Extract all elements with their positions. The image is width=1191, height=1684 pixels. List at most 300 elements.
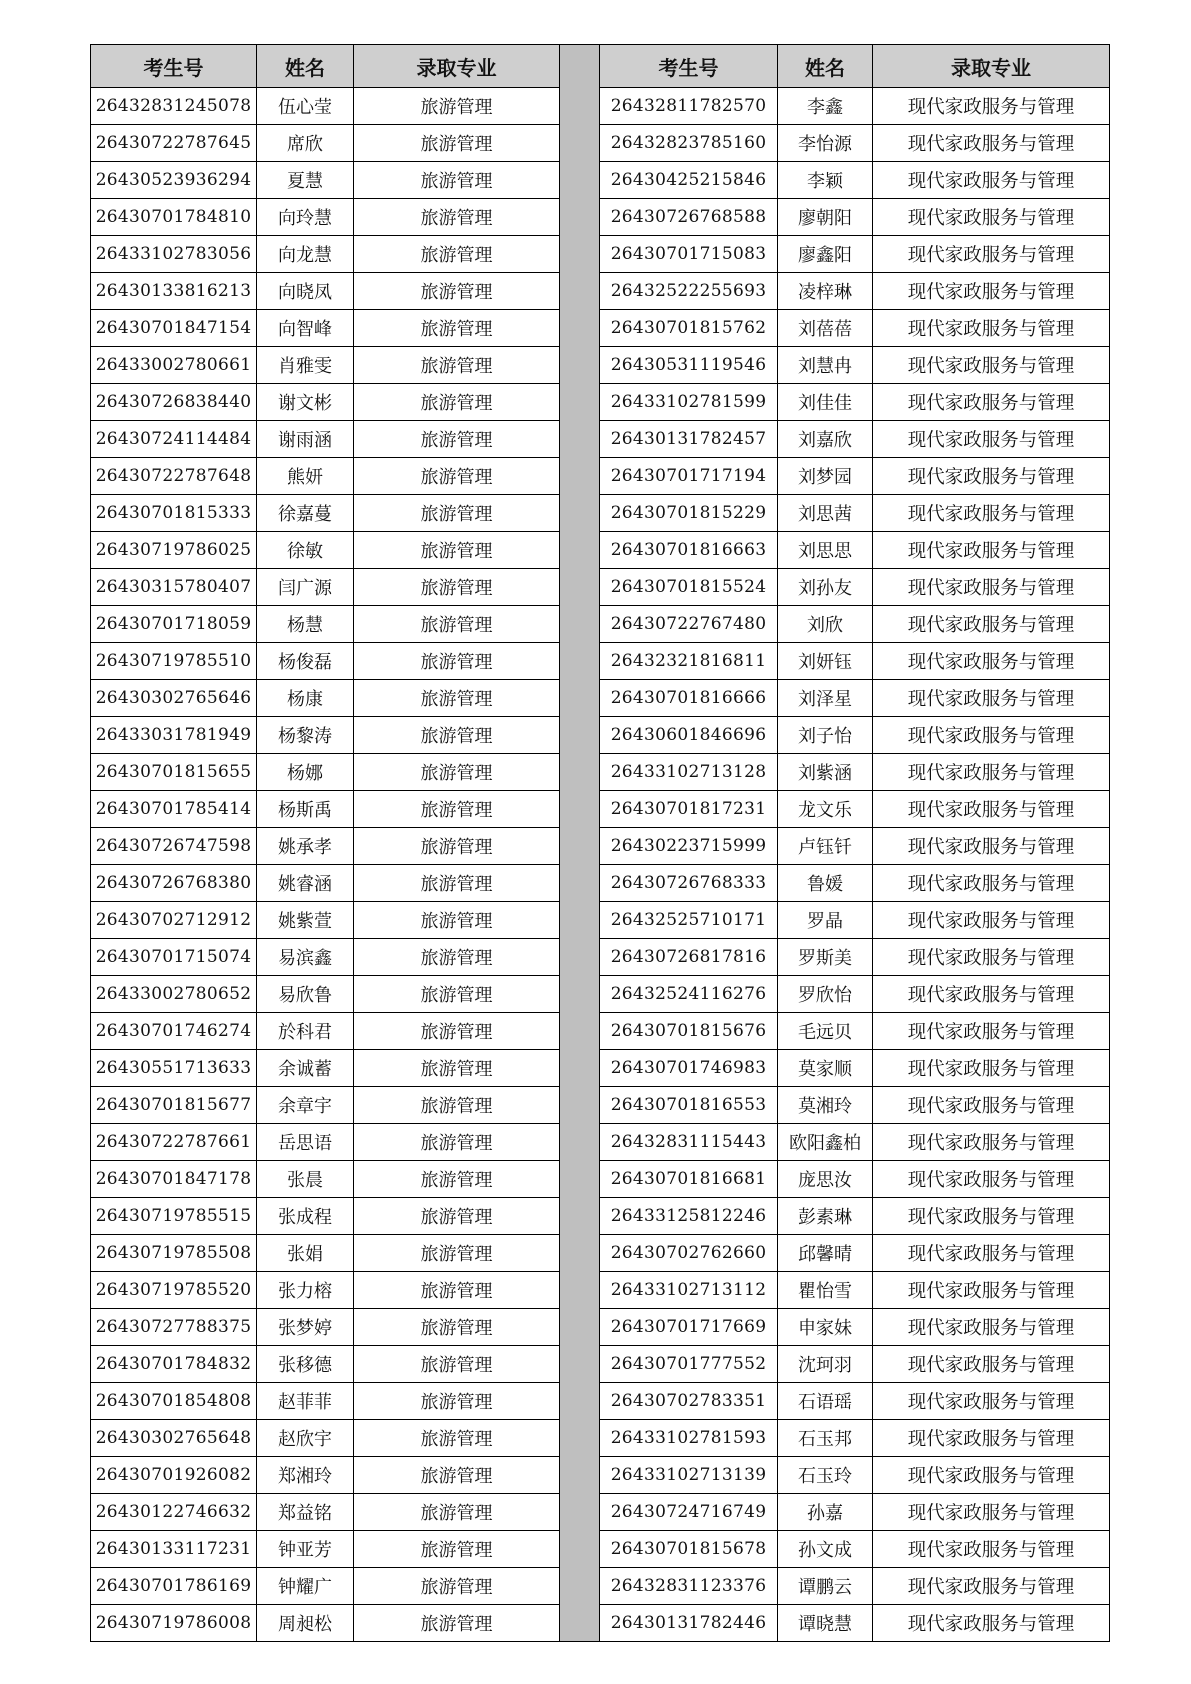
exam-no-cell: 26430302765648 <box>91 1420 257 1457</box>
admission-list <box>90 44 1110 1642</box>
name-cell: 向玲慧 <box>257 199 354 236</box>
major-cell: 旅游管理 <box>354 643 560 680</box>
major-cell: 现代家政服务与管理 <box>873 643 1110 680</box>
exam-no-cell: 26430701817231 <box>600 791 778 828</box>
major-cell: 旅游管理 <box>354 754 560 791</box>
name-cell: 张力榕 <box>257 1272 354 1309</box>
exam-no-cell: 26432831245078 <box>91 88 257 125</box>
name-cell: 邱馨晴 <box>778 1235 873 1272</box>
table-row <box>600 1161 1110 1198</box>
major-cell: 旅游管理 <box>354 1161 560 1198</box>
exam-no-cell: 26430302765646 <box>91 680 257 717</box>
major-cell: 现代家政服务与管理 <box>873 199 1110 236</box>
table-row <box>600 680 1110 717</box>
exam-no-cell: 26430719785508 <box>91 1235 257 1272</box>
exam-no-cell: 26430701816681 <box>600 1161 778 1198</box>
table-row <box>91 458 560 495</box>
major-cell: 现代家政服务与管理 <box>873 717 1110 754</box>
exam-no-cell: 26430133816213 <box>91 273 257 310</box>
name-cell: 易滨鑫 <box>257 939 354 976</box>
name-cell: 刘紫涵 <box>778 754 873 791</box>
major-cell: 现代家政服务与管理 <box>873 902 1110 939</box>
exam-no-cell: 26430223715999 <box>600 828 778 865</box>
major-cell: 旅游管理 <box>354 1050 560 1087</box>
major-cell: 旅游管理 <box>354 1531 560 1568</box>
major-cell: 现代家政服务与管理 <box>873 1050 1110 1087</box>
table-row <box>600 1420 1110 1457</box>
major-cell: 现代家政服务与管理 <box>873 828 1110 865</box>
header-exam-no: 考生号 <box>91 45 257 88</box>
major-cell: 现代家政服务与管理 <box>873 1013 1110 1050</box>
major-cell: 旅游管理 <box>354 1383 560 1420</box>
major-cell: 现代家政服务与管理 <box>873 1457 1110 1494</box>
table-row <box>91 569 560 606</box>
table-row <box>91 1568 560 1605</box>
name-cell: 郑益铭 <box>257 1494 354 1531</box>
exam-no-cell: 26430131782457 <box>600 421 778 458</box>
right-table-body <box>600 88 1110 1642</box>
table-row <box>91 680 560 717</box>
exam-no-cell: 26432321816811 <box>600 643 778 680</box>
exam-no-cell: 26430724114484 <box>91 421 257 458</box>
exam-no-cell: 26430726747598 <box>91 828 257 865</box>
header-major: 录取专业 <box>354 45 560 88</box>
major-cell: 旅游管理 <box>354 458 560 495</box>
table-row <box>600 1568 1110 1605</box>
major-cell: 旅游管理 <box>354 976 560 1013</box>
major-cell: 现代家政服务与管理 <box>873 1346 1110 1383</box>
name-cell: 杨斯禹 <box>257 791 354 828</box>
table-row <box>91 310 560 347</box>
major-cell: 现代家政服务与管理 <box>873 569 1110 606</box>
name-cell: 闫广源 <box>257 569 354 606</box>
exam-no-cell: 26430131782446 <box>600 1605 778 1642</box>
table-row <box>600 384 1110 421</box>
major-cell: 现代家政服务与管理 <box>873 273 1110 310</box>
major-cell: 旅游管理 <box>354 310 560 347</box>
table-row <box>600 88 1110 125</box>
exam-no-cell: 26430701785414 <box>91 791 257 828</box>
exam-no-cell: 26430726817816 <box>600 939 778 976</box>
major-cell: 旅游管理 <box>354 495 560 532</box>
exam-no-cell: 26430701815229 <box>600 495 778 532</box>
name-cell: 姚紫萱 <box>257 902 354 939</box>
major-cell: 现代家政服务与管理 <box>873 1272 1110 1309</box>
table-row <box>600 828 1110 865</box>
table-row <box>600 1087 1110 1124</box>
exam-no-cell: 26433102781593 <box>600 1420 778 1457</box>
exam-no-cell: 26430719786025 <box>91 532 257 569</box>
major-cell: 现代家政服务与管理 <box>873 458 1110 495</box>
name-cell: 钟亚芳 <box>257 1531 354 1568</box>
name-cell: 杨黎涛 <box>257 717 354 754</box>
exam-no-cell: 26430722787648 <box>91 458 257 495</box>
table-row <box>600 1124 1110 1161</box>
exam-no-cell: 26430701847154 <box>91 310 257 347</box>
exam-no-cell: 26430701784832 <box>91 1346 257 1383</box>
table-row <box>91 384 560 421</box>
header-row <box>600 45 1110 88</box>
major-cell: 现代家政服务与管理 <box>873 532 1110 569</box>
exam-no-cell: 26430702762660 <box>600 1235 778 1272</box>
name-cell: 赵菲菲 <box>257 1383 354 1420</box>
exam-no-cell: 26433102713112 <box>600 1272 778 1309</box>
major-cell: 旅游管理 <box>354 1013 560 1050</box>
major-cell: 旅游管理 <box>354 939 560 976</box>
name-cell: 姚承孝 <box>257 828 354 865</box>
exam-no-cell: 26430722767480 <box>600 606 778 643</box>
table-row <box>91 976 560 1013</box>
exam-no-cell: 26430133117231 <box>91 1531 257 1568</box>
table-row <box>91 199 560 236</box>
header-name: 姓名 <box>778 45 873 88</box>
name-cell: 刘嘉欣 <box>778 421 873 458</box>
table-row <box>600 939 1110 976</box>
major-cell: 旅游管理 <box>354 1272 560 1309</box>
major-cell: 旅游管理 <box>354 1494 560 1531</box>
name-cell: 石玉邦 <box>778 1420 873 1457</box>
exam-no-cell: 26433002780652 <box>91 976 257 1013</box>
name-cell: 於科君 <box>257 1013 354 1050</box>
major-cell: 现代家政服务与管理 <box>873 680 1110 717</box>
name-cell: 刘蓓蓓 <box>778 310 873 347</box>
table-row <box>91 791 560 828</box>
major-cell: 现代家政服务与管理 <box>873 976 1110 1013</box>
exam-no-cell: 26430122746632 <box>91 1494 257 1531</box>
table-row <box>91 1309 560 1346</box>
name-cell: 瞿怡雪 <box>778 1272 873 1309</box>
major-cell: 旅游管理 <box>354 1457 560 1494</box>
name-cell: 沈珂羽 <box>778 1346 873 1383</box>
table-row <box>600 495 1110 532</box>
table-row <box>600 1346 1110 1383</box>
exam-no-cell: 26430551713633 <box>91 1050 257 1087</box>
exam-no-cell: 26433125812246 <box>600 1198 778 1235</box>
exam-no-cell: 26432831115443 <box>600 1124 778 1161</box>
table-row <box>91 865 560 902</box>
name-cell: 易欣鲁 <box>257 976 354 1013</box>
name-cell: 张移德 <box>257 1346 354 1383</box>
exam-no-cell: 26430701718059 <box>91 606 257 643</box>
major-cell: 现代家政服务与管理 <box>873 1161 1110 1198</box>
exam-no-cell: 26430727788375 <box>91 1309 257 1346</box>
table-row <box>600 1013 1110 1050</box>
table-row <box>91 125 560 162</box>
exam-no-cell: 26430722787645 <box>91 125 257 162</box>
table-row <box>600 1309 1110 1346</box>
major-cell: 旅游管理 <box>354 162 560 199</box>
major-cell: 现代家政服务与管理 <box>873 421 1110 458</box>
exam-no-cell: 26430719786008 <box>91 1605 257 1642</box>
major-cell: 旅游管理 <box>354 1605 560 1642</box>
major-cell: 旅游管理 <box>354 1309 560 1346</box>
table-row <box>600 458 1110 495</box>
table-row <box>91 606 560 643</box>
table-row <box>600 273 1110 310</box>
name-cell: 卢钰钎 <box>778 828 873 865</box>
major-cell: 旅游管理 <box>354 273 560 310</box>
name-cell: 郑湘玲 <box>257 1457 354 1494</box>
table-row <box>91 421 560 458</box>
name-cell: 赵欣宇 <box>257 1420 354 1457</box>
name-cell: 鲁媛 <box>778 865 873 902</box>
exam-no-cell: 26432831123376 <box>600 1568 778 1605</box>
exam-no-cell: 26430722787661 <box>91 1124 257 1161</box>
table-row <box>600 606 1110 643</box>
table-row <box>91 532 560 569</box>
exam-no-cell: 26430702783351 <box>600 1383 778 1420</box>
name-cell: 姚睿涵 <box>257 865 354 902</box>
exam-no-cell: 26430701816663 <box>600 532 778 569</box>
major-cell: 现代家政服务与管理 <box>873 754 1110 791</box>
major-cell: 现代家政服务与管理 <box>873 1531 1110 1568</box>
table-row <box>600 347 1110 384</box>
name-cell: 龙文乐 <box>778 791 873 828</box>
major-cell: 旅游管理 <box>354 1087 560 1124</box>
exam-no-cell: 26430701815655 <box>91 754 257 791</box>
table-row <box>91 754 560 791</box>
major-cell: 旅游管理 <box>354 1124 560 1161</box>
major-cell: 旅游管理 <box>354 88 560 125</box>
name-cell: 谢文彬 <box>257 384 354 421</box>
table-row <box>91 643 560 680</box>
table-row <box>600 1531 1110 1568</box>
table-row <box>91 88 560 125</box>
major-cell: 旅游管理 <box>354 606 560 643</box>
major-cell: 旅游管理 <box>354 1568 560 1605</box>
name-cell: 夏慧 <box>257 162 354 199</box>
major-cell: 旅游管理 <box>354 125 560 162</box>
table-row <box>600 976 1110 1013</box>
major-cell: 旅游管理 <box>354 791 560 828</box>
table-row <box>600 754 1110 791</box>
exam-no-cell: 26433102713128 <box>600 754 778 791</box>
major-cell: 旅游管理 <box>354 384 560 421</box>
major-cell: 旅游管理 <box>354 865 560 902</box>
header-exam-no: 考生号 <box>600 45 778 88</box>
table-row <box>600 1494 1110 1531</box>
major-cell: 现代家政服务与管理 <box>873 1494 1110 1531</box>
major-cell: 旅游管理 <box>354 828 560 865</box>
table-row <box>600 1198 1110 1235</box>
exam-no-cell: 26430701786169 <box>91 1568 257 1605</box>
table-row <box>600 236 1110 273</box>
name-cell: 谢雨涵 <box>257 421 354 458</box>
exam-no-cell: 26433031781949 <box>91 717 257 754</box>
name-cell: 岳思语 <box>257 1124 354 1161</box>
name-cell: 石语瑶 <box>778 1383 873 1420</box>
name-cell: 廖朝阳 <box>778 199 873 236</box>
table-row <box>91 1198 560 1235</box>
exam-no-cell: 26432823785160 <box>600 125 778 162</box>
header-name: 姓名 <box>257 45 354 88</box>
major-cell: 现代家政服务与管理 <box>873 162 1110 199</box>
exam-no-cell: 26433102783056 <box>91 236 257 273</box>
major-cell: 现代家政服务与管理 <box>873 791 1110 828</box>
table-row <box>91 1383 560 1420</box>
table-row <box>600 1457 1110 1494</box>
exam-no-cell: 26430701784810 <box>91 199 257 236</box>
name-cell: 廖鑫阳 <box>778 236 873 273</box>
table-row <box>600 125 1110 162</box>
name-cell: 罗欣怡 <box>778 976 873 1013</box>
name-cell: 张娟 <box>257 1235 354 1272</box>
name-cell: 石玉玲 <box>778 1457 873 1494</box>
exam-no-cell: 26433002780661 <box>91 347 257 384</box>
exam-no-cell: 26430701815678 <box>600 1531 778 1568</box>
name-cell: 肖雅雯 <box>257 347 354 384</box>
table-row <box>91 1013 560 1050</box>
name-cell: 向龙慧 <box>257 236 354 273</box>
exam-no-cell: 26432811782570 <box>600 88 778 125</box>
major-cell: 旅游管理 <box>354 1235 560 1272</box>
exam-no-cell: 26430719785515 <box>91 1198 257 1235</box>
exam-no-cell: 26432524116276 <box>600 976 778 1013</box>
exam-no-cell: 26430701815677 <box>91 1087 257 1124</box>
table-row <box>91 495 560 532</box>
name-cell: 孙嘉 <box>778 1494 873 1531</box>
major-cell: 现代家政服务与管理 <box>873 125 1110 162</box>
exam-no-cell: 26430701717194 <box>600 458 778 495</box>
name-cell: 莫湘玲 <box>778 1087 873 1124</box>
left-table <box>90 44 560 1642</box>
name-cell: 刘孙友 <box>778 569 873 606</box>
exam-no-cell: 26430701746274 <box>91 1013 257 1050</box>
exam-no-cell: 26430315780407 <box>91 569 257 606</box>
major-cell: 旅游管理 <box>354 347 560 384</box>
table-row <box>600 162 1110 199</box>
major-cell: 旅游管理 <box>354 569 560 606</box>
table-row <box>91 347 560 384</box>
name-cell: 庞思汝 <box>778 1161 873 1198</box>
name-cell: 伍心莹 <box>257 88 354 125</box>
name-cell: 刘妍钰 <box>778 643 873 680</box>
major-cell: 现代家政服务与管理 <box>873 1087 1110 1124</box>
name-cell: 杨娜 <box>257 754 354 791</box>
table-row <box>91 162 560 199</box>
major-cell: 现代家政服务与管理 <box>873 236 1110 273</box>
name-cell: 李鑫 <box>778 88 873 125</box>
name-cell: 莫家顺 <box>778 1050 873 1087</box>
major-cell: 现代家政服务与管理 <box>873 1198 1110 1235</box>
exam-no-cell: 26430701715083 <box>600 236 778 273</box>
table-row <box>91 1346 560 1383</box>
exam-no-cell: 26433102713139 <box>600 1457 778 1494</box>
exam-no-cell: 26430701815333 <box>91 495 257 532</box>
major-cell: 旅游管理 <box>354 680 560 717</box>
major-cell: 现代家政服务与管理 <box>873 310 1110 347</box>
major-cell: 现代家政服务与管理 <box>873 939 1110 976</box>
major-cell: 旅游管理 <box>354 236 560 273</box>
major-cell: 旅游管理 <box>354 717 560 754</box>
name-cell: 张梦婷 <box>257 1309 354 1346</box>
major-cell: 现代家政服务与管理 <box>873 384 1110 421</box>
major-cell: 现代家政服务与管理 <box>873 1235 1110 1272</box>
exam-no-cell: 26430601846696 <box>600 717 778 754</box>
exam-no-cell: 26430531119546 <box>600 347 778 384</box>
table-row <box>600 643 1110 680</box>
table-row <box>600 1383 1110 1420</box>
table-row <box>600 1235 1110 1272</box>
name-cell: 申家妹 <box>778 1309 873 1346</box>
exam-no-cell: 26430523936294 <box>91 162 257 199</box>
name-cell: 余章宇 <box>257 1087 354 1124</box>
exam-no-cell: 26430701746983 <box>600 1050 778 1087</box>
exam-no-cell: 26430701815676 <box>600 1013 778 1050</box>
table-row <box>91 1531 560 1568</box>
table-row <box>91 1124 560 1161</box>
name-cell: 罗斯美 <box>778 939 873 976</box>
exam-no-cell: 26432525710171 <box>600 902 778 939</box>
exam-no-cell: 26430701815524 <box>600 569 778 606</box>
table-row <box>600 1272 1110 1309</box>
table-row <box>600 791 1110 828</box>
major-cell: 旅游管理 <box>354 902 560 939</box>
major-cell: 现代家政服务与管理 <box>873 1309 1110 1346</box>
major-cell: 旅游管理 <box>354 421 560 458</box>
exam-no-cell: 26430701717669 <box>600 1309 778 1346</box>
exam-no-cell: 26430701777552 <box>600 1346 778 1383</box>
table-row <box>600 1605 1110 1642</box>
header-major: 录取专业 <box>873 45 1110 88</box>
name-cell: 刘子怡 <box>778 717 873 754</box>
table-row <box>600 902 1110 939</box>
exam-no-cell: 26430701815762 <box>600 310 778 347</box>
column-separator <box>560 44 599 1642</box>
table-row <box>600 310 1110 347</box>
name-cell: 欧阳鑫柏 <box>778 1124 873 1161</box>
table-row <box>91 939 560 976</box>
table-row <box>91 1494 560 1531</box>
table-row <box>91 1087 560 1124</box>
major-cell: 现代家政服务与管理 <box>873 1383 1110 1420</box>
name-cell: 席欣 <box>257 125 354 162</box>
table-row <box>91 236 560 273</box>
name-cell: 张成程 <box>257 1198 354 1235</box>
name-cell: 刘思茜 <box>778 495 873 532</box>
table-row <box>600 199 1110 236</box>
major-cell: 现代家政服务与管理 <box>873 88 1110 125</box>
exam-no-cell: 26433102781599 <box>600 384 778 421</box>
major-cell: 现代家政服务与管理 <box>873 1420 1110 1457</box>
major-cell: 现代家政服务与管理 <box>873 1605 1110 1642</box>
table-row <box>600 1050 1110 1087</box>
name-cell: 向智峰 <box>257 310 354 347</box>
table-row <box>600 717 1110 754</box>
name-cell: 罗晶 <box>778 902 873 939</box>
exam-no-cell: 26430724716749 <box>600 1494 778 1531</box>
major-cell: 旅游管理 <box>354 1420 560 1457</box>
table-row <box>600 569 1110 606</box>
table-row <box>600 532 1110 569</box>
table-row <box>91 1605 560 1642</box>
name-cell: 毛远贝 <box>778 1013 873 1050</box>
exam-no-cell: 26430719785510 <box>91 643 257 680</box>
name-cell: 钟耀广 <box>257 1568 354 1605</box>
major-cell: 旅游管理 <box>354 199 560 236</box>
exam-no-cell: 26430726768380 <box>91 865 257 902</box>
name-cell: 李颖 <box>778 162 873 199</box>
table-row <box>91 717 560 754</box>
table-row <box>600 865 1110 902</box>
table-row <box>91 828 560 865</box>
name-cell: 彭素琳 <box>778 1198 873 1235</box>
name-cell: 熊妍 <box>257 458 354 495</box>
name-cell: 凌梓琳 <box>778 273 873 310</box>
name-cell: 刘梦园 <box>778 458 873 495</box>
right-table <box>599 44 1110 1642</box>
exam-no-cell: 26430701816553 <box>600 1087 778 1124</box>
